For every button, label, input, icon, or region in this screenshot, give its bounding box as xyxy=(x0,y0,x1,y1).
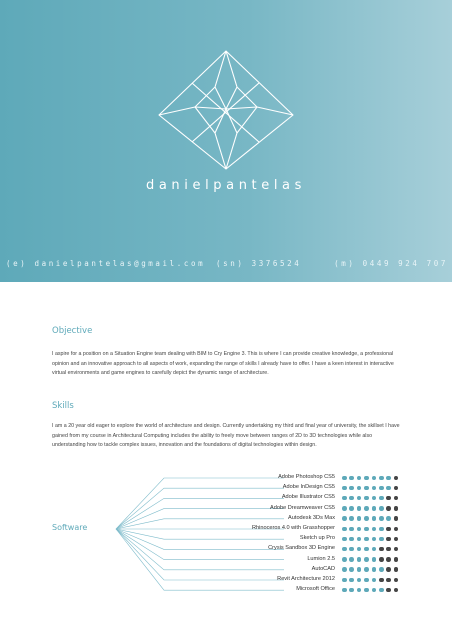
rating-dot-filled xyxy=(349,516,354,521)
rating-dot-filled xyxy=(364,476,369,481)
rating-dot-filled xyxy=(364,486,369,491)
rating-dot-filled xyxy=(349,486,354,491)
rating-dot-filled xyxy=(342,537,347,542)
rating-dot-filled xyxy=(342,506,347,511)
rating-dot-empty xyxy=(379,578,384,583)
skills-heading: Skills xyxy=(52,401,74,411)
rating-dot-filled xyxy=(357,557,362,562)
rating-dot-filled xyxy=(364,527,369,532)
software-name: Crysis Sandbox 3D Engine xyxy=(268,545,335,552)
rating-dot-filled xyxy=(357,476,362,481)
skill-rating xyxy=(342,476,402,481)
skill-rating xyxy=(342,547,402,552)
rating-dot-filled xyxy=(364,578,369,583)
email-contact: (e) danielpantelas@gmail.com xyxy=(6,259,206,268)
rating-dot-filled xyxy=(379,506,384,511)
rating-dot-empty xyxy=(394,588,399,593)
header-banner xyxy=(0,0,452,282)
rating-dot-filled xyxy=(357,537,362,542)
connector-line xyxy=(116,529,284,560)
software-name: Revit Architecture 2012 xyxy=(277,576,335,582)
rating-dot-filled xyxy=(357,516,362,521)
rating-dot-filled xyxy=(349,547,354,552)
skill-rating xyxy=(342,588,402,593)
rating-dot-filled xyxy=(357,578,362,583)
rating-dot-empty xyxy=(394,486,399,491)
software-name: Adobe Photoshop CS5 xyxy=(278,474,335,480)
rating-dot-filled xyxy=(349,567,354,572)
rating-dot-empty xyxy=(394,516,399,521)
connector-line xyxy=(116,529,284,580)
rating-dot-filled xyxy=(364,567,369,572)
rating-dot-filled xyxy=(342,486,347,491)
rating-dot-empty xyxy=(394,537,399,542)
rating-dot-empty xyxy=(386,578,391,583)
skill-rating xyxy=(342,506,402,511)
rating-dot-filled xyxy=(349,476,354,481)
rating-dot-filled xyxy=(379,527,384,532)
rating-dot-empty xyxy=(394,506,399,511)
rating-dot-empty xyxy=(386,567,391,572)
software-name: Microsoft Office xyxy=(296,586,335,593)
rating-dot-filled xyxy=(372,527,377,532)
skill-rating xyxy=(342,496,402,501)
rating-dot-filled xyxy=(357,547,362,552)
mobile-number: (m) 0449 924 707 xyxy=(334,259,448,268)
rating-dot-empty xyxy=(394,496,399,501)
software-name: Adobe InDesign CS5 xyxy=(282,484,335,491)
rating-dot-empty xyxy=(386,537,391,542)
rating-dot-filled xyxy=(372,588,377,593)
rating-dot-filled xyxy=(342,476,347,481)
rating-dot-filled xyxy=(349,557,354,562)
rating-dot-empty xyxy=(394,476,399,481)
skill-rating xyxy=(342,567,402,572)
software-name: Lumion 2.5 xyxy=(307,555,335,562)
rating-dot-filled xyxy=(349,578,354,583)
rating-dot-empty xyxy=(386,557,391,562)
rating-dot-filled xyxy=(372,567,377,572)
rating-dot-filled xyxy=(379,516,384,521)
rating-dot-filled xyxy=(357,506,362,511)
rating-dot-filled xyxy=(379,496,384,501)
software-heading: Software xyxy=(52,523,88,532)
rating-dot-filled xyxy=(364,496,369,501)
software-name: Adobe Illustrator CS5 xyxy=(281,494,335,501)
rating-dot-filled xyxy=(372,547,377,552)
skill-rating xyxy=(342,516,402,521)
rating-dot-filled xyxy=(357,527,362,532)
rating-dot-filled xyxy=(357,567,362,572)
rating-dot-empty xyxy=(386,547,391,552)
skill-rating xyxy=(342,578,402,583)
rating-dot-empty xyxy=(386,496,391,501)
rating-dot-filled xyxy=(372,516,377,521)
rating-dot-filled xyxy=(372,557,377,562)
software-name: Autodesk 3Ds Max xyxy=(288,514,335,521)
software-name: AutoCAD xyxy=(311,565,335,572)
rating-dot-filled xyxy=(342,578,347,583)
rating-dot-filled xyxy=(386,486,391,491)
rating-dot-empty xyxy=(386,588,391,593)
rating-dot-filled xyxy=(342,527,347,532)
rating-dot-filled xyxy=(364,588,369,593)
objective-text: I aspire for a position on a Situation Engine team dealing with BIM to Cry Engine 3. This is where I can provide creative knowledge, a professional opinion and an innovative approach to all aspects of work, expanding the range of skills I already have to offer. I have a keen interest in interactive virtual environments and game engines to carefully depict the dynamic range of architecture. xyxy=(52,351,394,377)
rating-dot-filled xyxy=(379,567,384,572)
skills-text: I am a 20 year old eager to explore the world of architecture and design. Currently undertaking my third and final year of university, the skillset I have gained from my course in Architectural Computing includes the ability to freely move between ranges of 2D to 3D technologies while also understanding how to tackle complex issues, innovation and the foundations of digital technologies within design. xyxy=(52,423,400,449)
rating-dot-filled xyxy=(372,578,377,583)
rating-dot-empty xyxy=(394,547,399,552)
rating-dot-filled xyxy=(372,496,377,501)
rating-dot-filled xyxy=(372,506,377,511)
rating-dot-filled xyxy=(349,537,354,542)
rating-dot-filled xyxy=(379,537,384,542)
rating-dot-filled xyxy=(379,486,384,491)
student-number: (sn) 3376524 xyxy=(216,259,302,268)
rating-dot-empty xyxy=(394,557,399,562)
rating-dot-filled xyxy=(364,547,369,552)
person-name: danielpantelas xyxy=(146,178,306,193)
rating-dot-filled xyxy=(379,588,384,593)
software-name: Rhinoceros 4.0 with Grasshopper xyxy=(251,525,335,531)
rating-dot-filled xyxy=(379,476,384,481)
rating-dot-filled xyxy=(364,516,369,521)
rating-dot-empty xyxy=(386,506,391,511)
rating-dot-filled xyxy=(372,486,377,491)
rating-dot-filled xyxy=(342,557,347,562)
rating-dot-filled xyxy=(372,476,377,481)
software-name: Adobe Dreamweaver CS5 xyxy=(270,504,335,511)
skill-rating xyxy=(342,527,402,532)
rating-dot-empty xyxy=(386,527,391,532)
skill-rating xyxy=(342,557,402,562)
rating-dot-filled xyxy=(364,506,369,511)
rating-dot-empty xyxy=(394,527,399,532)
rating-dot-filled xyxy=(349,506,354,511)
skill-rating xyxy=(342,537,402,542)
rating-dot-filled xyxy=(342,567,347,572)
rating-dot-empty xyxy=(394,578,399,583)
rating-dot-empty xyxy=(394,567,399,572)
rating-dot-filled xyxy=(349,588,354,593)
rating-dot-filled xyxy=(364,557,369,562)
rating-dot-filled xyxy=(386,516,391,521)
rating-dot-empty xyxy=(379,557,384,562)
connector-line xyxy=(116,478,284,529)
rating-dot-filled xyxy=(364,537,369,542)
rating-dot-filled xyxy=(349,496,354,501)
rating-dot-filled xyxy=(349,527,354,532)
rating-dot-filled xyxy=(342,516,347,521)
software-name: Sketch up Pro xyxy=(299,535,335,542)
rating-dot-empty xyxy=(379,547,384,552)
rating-dot-filled xyxy=(357,486,362,491)
rating-dot-filled xyxy=(342,547,347,552)
rating-dot-filled xyxy=(386,476,391,481)
rating-dot-filled xyxy=(342,496,347,501)
software-connector-lines xyxy=(116,474,286,598)
rating-dot-filled xyxy=(372,537,377,542)
rating-dot-filled xyxy=(342,588,347,593)
rating-dot-filled xyxy=(357,588,362,593)
diamond-logo-icon xyxy=(157,49,295,171)
objective-heading: Objective xyxy=(52,326,93,336)
rating-dot-filled xyxy=(357,496,362,501)
skill-rating xyxy=(342,486,402,491)
